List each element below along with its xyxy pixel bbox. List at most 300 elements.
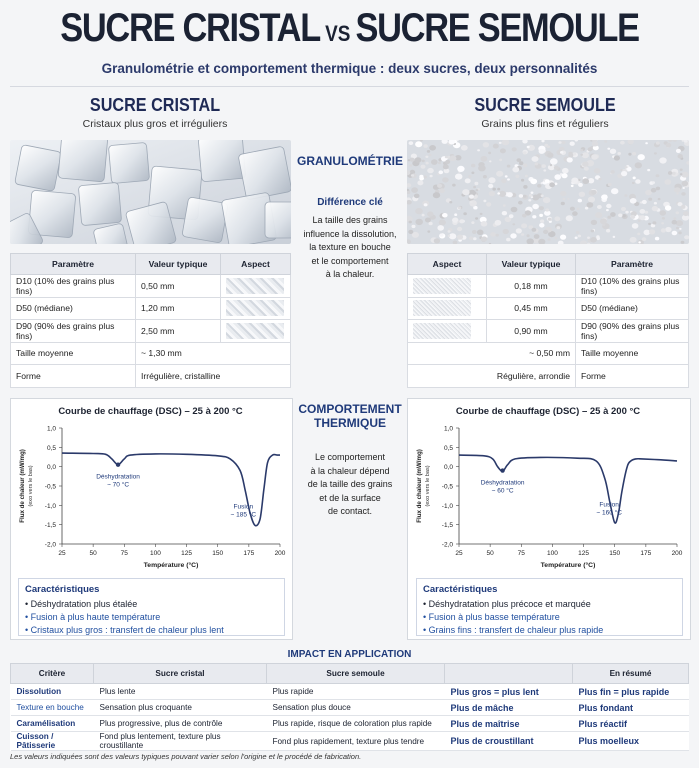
sugar-grain [640,209,646,214]
table-row [408,342,689,365]
sugar-grain [543,230,548,234]
annotation-value: ~ 185 °C [230,511,257,519]
sugar-grain [645,190,652,196]
sugar-grain [519,161,523,165]
sugar-grain [598,178,601,181]
sugar-grain [462,189,469,195]
sugar-grain [614,155,620,160]
sugar-grain [630,198,637,204]
sugar-grain [575,237,578,240]
sugar-grain [539,223,544,228]
y-tick-label: 0,5 [46,444,56,452]
table-row [11,320,291,343]
sugar-grain [426,162,429,165]
summary-left-cell: Plus de croustillant [445,732,573,751]
param-cell: Forme [11,365,136,388]
sugar-grain [433,192,440,198]
summary-right-cell: Plus réactif [573,716,689,732]
sugar-grain [452,184,456,187]
sugar-grain [566,215,573,221]
sugar-grain [488,177,495,183]
sugar-grain [449,155,456,161]
table-row [11,700,689,716]
sugar-grain [457,166,464,172]
sugar-grain [606,204,611,208]
text-line: et de la surface [319,492,381,503]
sugar-grain [576,231,580,234]
x-tick-label: 75 [517,550,525,557]
annotation-value: ~ 60 °C [491,487,514,495]
sugar-grain [676,211,679,214]
sugar-grain [477,149,480,151]
cristal-cell: Sensation plus croquante [94,700,267,716]
cristal-cell: Plus lente [94,684,267,700]
sugar-grain [567,198,570,200]
sugar-grain [459,219,464,223]
sugar-grain [427,211,433,216]
sugar-grain [532,204,539,209]
sugar-grain [570,142,575,146]
sugar-grain [621,171,627,176]
semoule-cell: Sensation plus douce [267,700,445,716]
sugar-grain [517,158,522,162]
sugar-grain [660,210,667,215]
sugar-grain [591,190,597,195]
text-line: la texture en bouche [309,242,391,252]
critere-cell: Cuisson / Pâtisserie [11,732,94,751]
value-cell: Irrégulière, cristalline [136,365,291,388]
sugar-grain [425,218,431,223]
semoule-cell: Plus rapide [267,684,445,700]
y-axis-sublabel: (exo vers le bas) [425,465,431,507]
sugar-grain [531,192,534,194]
sugar-grain [640,215,646,220]
sugar-grain [607,216,611,219]
aspect-swatch [413,278,471,294]
table-row [11,732,689,751]
x-tick-label: 125 [578,550,590,557]
sugar-grain [571,185,574,187]
sugar-grain [527,234,530,237]
semoule-cell: Fond plus rapidement, texture plus tendre [267,732,445,751]
y-tick-label: -1,5 [441,522,453,530]
right-title: SUCRE SEMOULE [474,95,616,115]
y-tick-label: 1,0 [46,425,56,433]
sugar-grain [500,148,506,153]
sugar-grain [437,184,442,188]
main-title [49,6,650,51]
sugar-grain [445,156,448,159]
col-valeur: Valeur typique [487,254,576,275]
col-en-resume: En résumé [573,664,689,684]
sugar-grain [655,237,659,241]
left-chart-title: Courbe de chauffage (DSC) – 25 à 200 °C [58,406,243,417]
sugar-grain [449,201,452,203]
value-cell: 1,20 mm [136,297,221,320]
crystal-cube [58,140,108,182]
sugar-grain [415,157,422,163]
sugar-grain [448,230,451,233]
sugar-grain [469,195,474,199]
x-tick-label: 25 [58,550,66,557]
sugar-grain [540,219,544,223]
param-cell: Forme [576,365,689,388]
value-cell: Régulière, arrondie [408,365,576,388]
sugar-grain [473,186,476,188]
sugar-grain [521,223,527,228]
y-tick-label: -2,0 [441,541,453,549]
sugar-grain [512,167,519,173]
sugar-grain [656,187,660,191]
sugar-grain [532,228,537,232]
sugar-grain [495,220,502,226]
x-tick-label: 75 [120,550,128,557]
param-cell: D50 (médiane) [576,297,689,320]
sugar-grain [651,188,657,193]
sugar-grain [652,181,655,184]
aspect-cell [221,297,291,320]
sugar-grain [541,194,544,197]
sugar-grain [554,174,561,180]
sugar-grain [530,179,537,185]
sugar-grain [672,231,678,236]
y-tick-label: -1,0 [441,502,453,510]
sugar-grain [635,179,640,184]
sugar-grain [519,194,523,198]
sugar-grain [461,145,468,151]
sugar-grain [570,207,575,211]
sugar-grain [587,202,594,208]
text-line: La taille des grains [312,215,388,225]
sugar-grain [606,209,609,211]
sugar-grain [668,171,672,175]
sugar-grain [681,192,685,196]
characteristics-title: Caractéristiques [25,584,100,595]
text-line: influence la dissolution, [303,228,397,239]
sugar-grain [567,157,573,162]
sugar-grain [673,217,676,219]
sugar-grain [471,164,475,168]
sugar-grain [656,174,660,177]
sugar-grain [682,187,685,189]
sugar-grain [604,140,607,143]
sugar-grain [558,141,561,144]
sugar-grain [492,188,496,191]
sugar-grain [628,153,631,156]
sugar-grain [490,232,496,237]
granulometrie-heading: GRANULOMÉTRIE [297,154,403,168]
sugar-grain [606,229,610,233]
sugar-grain [409,141,414,145]
annotation-label: Déshydratation [480,479,525,487]
sugar-grain [489,160,491,162]
sugar-grain [608,183,612,186]
sugar-grain [594,168,601,174]
x-tick-label: 50 [89,550,97,557]
summary-right-cell: Plus fin = plus rapide [573,684,689,700]
param-cell: Taille moyenne [11,342,136,365]
sugar-grain [421,165,426,169]
sugar-grain [561,202,565,205]
right-dsc-chart [407,418,689,576]
crystal-cube [108,142,149,183]
sugar-grain [543,197,550,203]
sugar-grain [471,172,474,175]
param-cell: D50 (médiane) [11,297,136,320]
sugar-grain [427,168,434,173]
sugar-grain [427,230,430,232]
sugar-grain [591,154,598,160]
sugar-grain [483,142,489,147]
aspect-cell [221,320,291,343]
sugar-grain [481,236,487,241]
sugar-grain [527,146,530,148]
sugar-grain [638,241,641,243]
x-tick-label: 125 [181,550,193,557]
aspect-swatch [226,300,284,316]
sugar-grain [409,164,412,167]
x-tick-label: 25 [455,550,463,557]
aspect-cell [408,320,487,343]
text-line: Le comportement [314,452,386,462]
sugar-grain [664,179,671,185]
sugar-grain [679,228,681,230]
sugar-grain [556,226,560,229]
text-line: à la chaleur dépend [310,465,390,476]
table-row [11,342,291,365]
sugar-grain [676,227,679,230]
sugar-grain [672,220,678,225]
sugar-grain [469,237,473,241]
sugar-grain [625,166,628,168]
sugar-grain [503,204,506,206]
critere-cell: Caramélisation [11,716,94,732]
sugar-grain [672,172,676,175]
x-tick-label: 100 [149,550,161,557]
sugar-grain [417,180,423,185]
list-item: • Déshydratation plus étalée [25,599,138,609]
sugar-grain [486,202,491,206]
y-tick-label: 1,0 [443,425,453,433]
title-left: SUCRE CRISTAL [60,6,320,50]
sugar-grain [674,187,681,192]
sugar-grain [582,162,589,167]
sugar-grain [591,220,597,225]
x-tick-label: 200 [274,550,286,557]
sugar-grain [511,207,518,213]
sugar-grain [458,206,462,209]
right-chart-title: Courbe de chauffage (DSC) – 25 à 200 °C [455,406,641,417]
sugar-grain [637,233,640,236]
table-row [11,684,689,700]
sugar-grain [665,205,671,210]
sugar-grain [607,148,610,150]
sugar-grain [601,194,608,199]
text-line: de contact. [327,506,373,516]
sugar-grain [547,153,553,158]
sugar-grain [588,197,595,203]
sugar-grain [502,211,507,215]
sugar-grain [523,164,527,168]
aspect-swatch [413,300,471,316]
sugar-grain [624,194,627,197]
item-text: Grains fins : transfert de chaleur plus rapide [428,625,604,635]
sugar-grain [507,192,513,197]
sugar-grain [541,164,546,168]
sugar-grain [488,152,491,155]
characteristics-list [25,598,224,637]
sugar-grain [561,173,567,178]
sugar-grain [409,221,412,224]
param-cell: D90 (90% des grains plus fins) [11,320,136,343]
list-item: • Déshydratation plus précoce et marquée [423,599,591,609]
impact-title: IMPACT EN APPLICATION [287,649,412,660]
sugar-grain [621,207,626,211]
sugar-grain [532,156,539,162]
sugar-grain [499,159,502,162]
sugar-grain [562,168,569,174]
sugar-grain [422,214,425,217]
sugar-grain [645,211,649,214]
crystal-cube [182,197,228,243]
summary-right-cell: Plus fondant [573,700,689,716]
sugar-grain [550,158,558,164]
sugar-grain [661,222,664,224]
sugar-grain [652,221,656,224]
sugar-grain [610,149,616,154]
y-tick-label: -2,0 [44,541,56,549]
sugar-grain [591,229,595,232]
sugar-grain [515,175,519,178]
table-row [408,297,689,320]
col-aspect: Aspect [221,254,291,275]
sugar-grain [525,175,528,178]
sugar-grain [431,159,438,165]
sugar-grain [555,237,558,239]
sugar-grain [512,223,515,225]
sugar-grain [582,178,589,184]
sugar-grain [647,169,650,171]
sugar-grain [496,234,499,237]
item-text: Fusion à plus basse température [428,612,560,622]
left-characteristics [18,578,285,636]
sugar-grain [545,179,550,183]
difference-heading: Différence clé [317,197,383,208]
x-axis-label: Température (°C) [143,562,199,569]
value-cell: ~ 0,50 mm [408,342,576,365]
sugar-grain [681,241,685,244]
sugar-grain [578,183,583,187]
sugar-grain [443,164,449,169]
sugar-grain [411,174,414,177]
sugar-grain [477,230,484,236]
sugar-grain [561,141,565,144]
sugar-grain [415,219,423,225]
dehydration-marker [500,468,504,472]
sugar-grain [633,177,636,180]
sugar-grain [532,215,536,218]
table-row [11,365,291,388]
param-cell: D10 (10% des grains plus fins) [576,275,689,298]
sugar-grain [584,167,589,171]
sugar-grain [642,200,647,204]
sugar-grain [427,150,430,153]
left-title: SUCRE CRISTAL [89,95,221,115]
value-cell: 2,50 mm [136,320,221,343]
sugar-grain [442,177,449,182]
sugar-grain [578,235,581,238]
sugar-grain [648,223,651,225]
sugar-grain [662,217,665,220]
critere-cell: Dissolution [11,684,94,700]
sugar-grain [560,151,563,154]
crystal-sugar-photo [10,140,291,244]
sugar-grain [618,214,622,218]
summary-right-cell: Plus moelleux [573,732,689,751]
table-row [11,297,291,320]
sugar-grain [411,187,418,193]
footer-note: Les valeurs indiquées sont des valeurs typiques pouvant varier selon l'origine et le procédé de fabrication. [10,752,362,761]
sugar-grain [428,154,431,157]
right-granulo-table [407,253,689,388]
impact-table [10,663,689,751]
aspect-cell [408,297,487,320]
col-semoule: Sucre semoule [267,664,445,684]
characteristics-list [423,598,603,637]
value-cell: 0,45 mm [487,297,576,320]
annotation-label: Déshydratation [96,473,140,481]
crystal-cube [78,182,121,225]
sugar-grain [422,160,425,163]
col-parametre: Paramètre [576,254,689,275]
sugar-grain [534,234,540,239]
sugar-grain [539,214,543,217]
sugar-grain [547,145,550,148]
sugar-grain [408,230,413,234]
sugar-grain [665,227,671,232]
sugar-grain [506,238,510,242]
sugar-grain [638,220,641,222]
table-row [408,320,689,343]
list-item: • Fusion à plus haute température [25,612,161,622]
sugar-grain [537,184,541,188]
summary-left-cell: Plus de mâche [445,700,573,716]
y-tick-label: -0,5 [441,483,453,491]
table-row [11,716,689,732]
characteristics-title: Caractéristiques [423,584,498,595]
sugar-grain [473,206,477,210]
thermique-text [295,451,405,519]
sugar-grain [452,217,458,222]
sugar-grain [572,211,578,216]
sugar-grain [510,233,516,238]
critere-cell: Texture en bouche [11,700,94,716]
cristal-cell: Fond plus lentement, texture plus croustillante [94,732,267,751]
sugar-grain [560,235,566,240]
sugar-grain [545,208,549,211]
col-cristal: Sucre cristal [94,664,267,684]
aspect-cell [408,275,487,298]
y-tick-label: -0,5 [44,483,56,491]
right-characteristics [416,578,683,636]
y-tick-label: 0,5 [443,444,453,452]
sugar-grain [631,215,636,219]
y-axis-label: Flux de chaleur (mW/mg) [19,449,26,523]
dehydration-marker [116,463,120,467]
item-text: Fusion à plus haute température [30,612,161,622]
summary-left-cell: Plus de maîtrise [445,716,573,732]
left-subtitle: Cristaux plus gros et irréguliers [82,118,228,130]
